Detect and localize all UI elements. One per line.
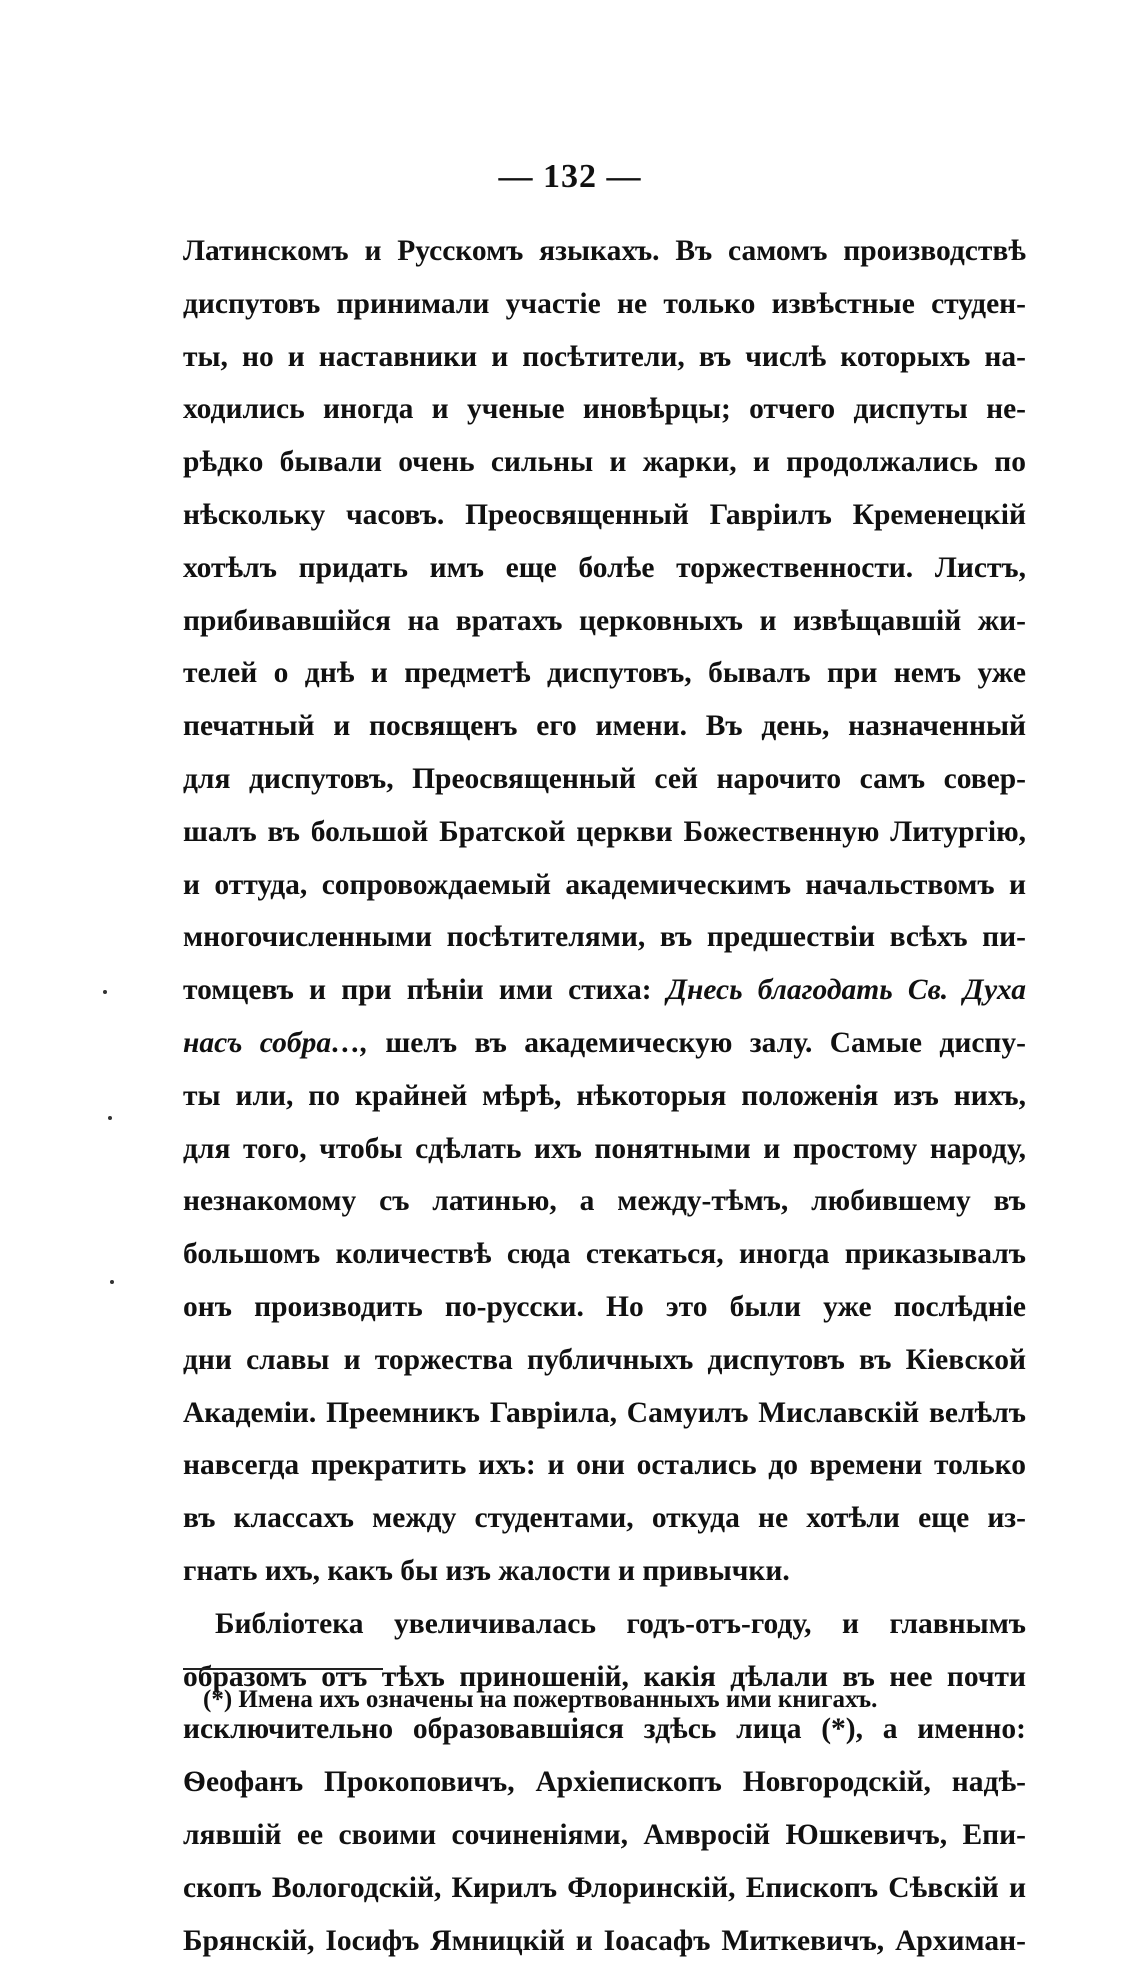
- text-line: печатный и посвященъ его имени. Въ день, назначенный: [183, 700, 1026, 753]
- text-line-plain: томцевъ и при пѣніи ими стиха:: [183, 974, 652, 1006]
- text-line: ходились иногда и ученые иновѣрцы; отчего диспуты не-: [183, 383, 1026, 436]
- text-line: Латинскомъ и Русскомъ языкахъ. Въ самомъ производствѣ: [183, 225, 1026, 278]
- text-line: гнать ихъ, какъ бы изъ жалости и привычки.: [183, 1545, 1026, 1598]
- text-line: исключительно образовавшіяся здѣсь лица (*), а именно:: [183, 1703, 1026, 1756]
- text-line: телей о днѣ и предметѣ диспутовъ, бывалъ при немъ уже: [183, 647, 1026, 700]
- paragraph-start: Библіотека увеличивалась годъ-отъ-году, и главнымъ: [183, 1598, 1026, 1651]
- text-line-plain: шелъ въ академическую залу. Самые диспу-: [385, 1027, 1026, 1059]
- text-line: ты, но и наставники и посѣтители, въ числѣ которыхъ на-: [183, 331, 1026, 384]
- text-line: лявшій ее своими сочиненіями, Амвросій Юшкевичъ, Епи-: [183, 1809, 1026, 1862]
- text-line: ты или, по крайней мѣрѣ, нѣкоторыя положенія изъ нихъ,: [183, 1070, 1026, 1123]
- text-line: диспутовъ принимали участіе не только извѣстные студен-: [183, 278, 1026, 331]
- footnote: (*) Имена ихъ означены на пожертвованныхъ ими книгахъ.: [203, 1686, 877, 1714]
- quoted-hymn-italic: Днесь благодать Св. Духа: [667, 974, 1026, 1006]
- text-line: для того, чтобы сдѣлать ихъ понятными и простому народу,: [183, 1123, 1026, 1176]
- page-number: — 132 —: [0, 158, 1140, 196]
- text-line: прибивавшійся на вратахъ церковныхъ и извѣщавшій жи-: [183, 595, 1026, 648]
- text-line: многочисленными посѣтителями, въ предшествіи всѣхъ пи-: [183, 911, 1026, 964]
- text-line: дни славы и торжества публичныхъ диспутовъ въ Кіевской: [183, 1334, 1026, 1387]
- text-line: Ѳеофанъ Прокоповичъ, Архіепископъ Новгородскій, надѣ-: [183, 1756, 1026, 1809]
- footnote-divider: [183, 1668, 383, 1670]
- print-speck: [103, 990, 107, 994]
- text-line: большомъ количествѣ сюда стекаться, иногда приказывалъ: [183, 1228, 1026, 1281]
- quoted-hymn-italic: насъ собра…,: [183, 1027, 368, 1059]
- text-line: нѣскольку часовъ. Преосвященный Гавріилъ Кременецкій: [183, 489, 1026, 542]
- text-line: образомъ отъ тѣхъ приношеній, какія дѣлали въ нее почти: [183, 1651, 1026, 1704]
- text-line: хотѣлъ придать имъ еще болѣе торжественности. Листъ,: [183, 542, 1026, 595]
- text-line: скопъ Вологодскій, Кирилъ Флоринскій, Епископъ Сѣвскій и: [183, 1862, 1026, 1915]
- text-line: Академіи. Преемникъ Гавріила, Самуилъ Миславскій велѣлъ: [183, 1387, 1026, 1440]
- text-line-with-quote: [183, 964, 1026, 1017]
- print-speck: [108, 1116, 112, 1120]
- text-line: незнакомому съ латинью, а между-тѣмъ, любившему въ: [183, 1175, 1026, 1228]
- text-line: въ классахъ между студентами, откуда не хотѣли еще из-: [183, 1492, 1026, 1545]
- text-line: онъ производить по-русски. Но это были уже послѣдніе: [183, 1281, 1026, 1334]
- text-line: рѣдко бывали очень сильны и жарки, и продолжались по: [183, 436, 1026, 489]
- text-line: для диспутовъ, Преосвященный сей нарочито самъ совер-: [183, 753, 1026, 806]
- text-line: навсегда прекратить ихъ: и они остались до времени только: [183, 1439, 1026, 1492]
- print-speck: [110, 1280, 114, 1284]
- text-line: и оттуда, сопровождаемый академическимъ начальствомъ и: [183, 859, 1026, 912]
- text-line-with-quote: [183, 1017, 1026, 1070]
- text-line: Брянскій, Іосифъ Ямницкій и Іоасафъ Миткевичъ, Архиман-: [183, 1915, 1026, 1967]
- text-line: шалъ въ большой Братской церкви Божественную Литургію,: [183, 806, 1026, 859]
